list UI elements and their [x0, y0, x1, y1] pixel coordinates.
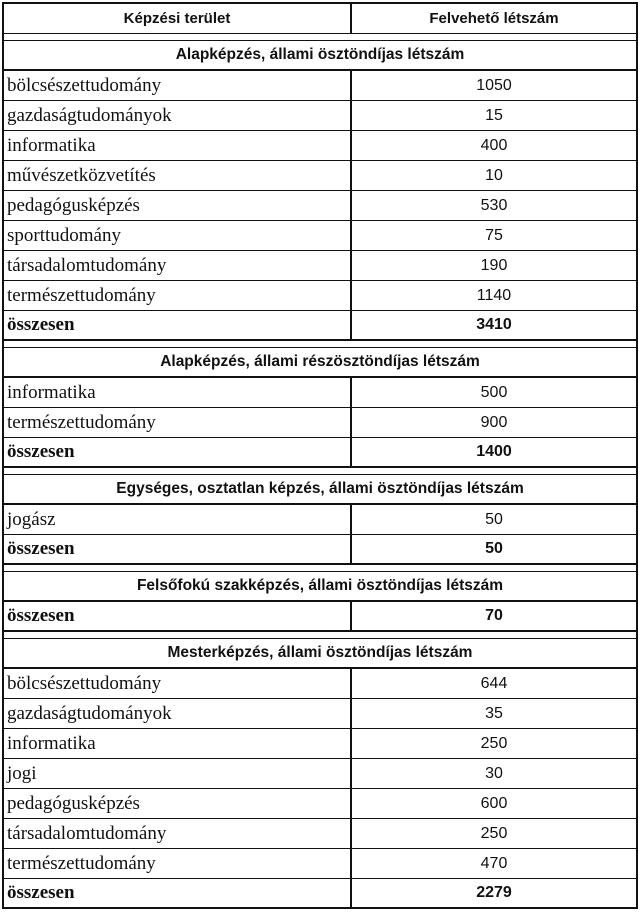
total-row	[2, 438, 638, 468]
admissible-count-cell: 30	[485, 764, 503, 782]
training-area-cell: művészetközvetítés	[4, 161, 352, 190]
section-title: Mesterképzés, állami ösztöndíjas létszám	[2, 639, 638, 669]
table-row	[2, 251, 638, 281]
section-divider	[2, 341, 638, 348]
training-area-cell: természettudomány	[4, 408, 352, 437]
table-row	[2, 505, 638, 535]
total-row	[2, 311, 638, 341]
total-count: 50	[485, 540, 503, 557]
training-area-cell: jogi	[4, 759, 352, 788]
admissible-count-cell: 600	[480, 794, 508, 812]
table-header-row	[2, 2, 638, 34]
admissible-count-cell: 15	[485, 106, 503, 124]
total-count: 3410	[476, 316, 512, 333]
total-count: 1400	[476, 443, 512, 460]
admissible-count-cell: 1140	[476, 286, 512, 304]
header-training-area: Képzési terület	[4, 4, 352, 33]
admissible-count-cell: 900	[480, 413, 508, 431]
admissible-count-cell: 644	[480, 674, 508, 692]
table-row	[2, 71, 638, 101]
section-title: Egységes, osztatlan képzés, állami ösztöndíjas létszám	[2, 475, 638, 505]
section-divider	[2, 468, 638, 475]
total-label: összesen	[4, 879, 352, 907]
total-count: 2279	[476, 884, 512, 901]
training-area-cell: gazdaságtudományok	[4, 101, 352, 130]
total-count: 70	[485, 607, 503, 624]
total-row	[2, 535, 638, 565]
table-row	[2, 849, 638, 879]
section-title: Felsőfokú szakképzés, állami ösztöndíjas létszám	[2, 572, 638, 602]
total-row	[2, 602, 638, 632]
training-area-cell: bölcsészettudomány	[4, 71, 352, 100]
total-label: összesen	[4, 602, 352, 630]
total-row	[2, 879, 638, 909]
table-row	[2, 161, 638, 191]
table-row	[2, 729, 638, 759]
training-area-cell: természettudomány	[4, 281, 352, 310]
admissible-count-cell: 75	[485, 226, 503, 244]
training-area-cell: informatika	[4, 378, 352, 407]
table-row	[2, 669, 638, 699]
table-row	[2, 221, 638, 251]
admissible-count-cell: 1050	[476, 76, 512, 94]
table-row	[2, 281, 638, 311]
training-area-cell: társadalomtudomány	[4, 819, 352, 848]
admissible-count-cell: 250	[480, 734, 508, 752]
admissible-count-cell: 10	[485, 166, 503, 184]
table-row	[2, 131, 638, 161]
training-area-cell: természettudomány	[4, 849, 352, 878]
table-row	[2, 759, 638, 789]
training-area-cell: pedagógusképzés	[4, 191, 352, 220]
admission-quota-table	[2, 2, 638, 920]
training-area-cell: informatika	[4, 729, 352, 758]
training-area-cell: informatika	[4, 131, 352, 160]
table-row	[2, 191, 638, 221]
admissible-count-cell: 400	[480, 136, 508, 154]
training-area-cell: bölcsészettudomány	[4, 669, 352, 698]
training-area-cell: sporttudomány	[4, 221, 352, 250]
section-title: Alapképzés, állami ösztöndíjas létszám	[2, 41, 638, 71]
training-area-cell: pedagógusképzés	[4, 789, 352, 818]
section-divider	[2, 34, 638, 41]
header-admissible-count: Felvehető létszám	[429, 10, 559, 27]
admissible-count-cell: 250	[480, 824, 508, 842]
table-row	[2, 819, 638, 849]
table-row	[2, 378, 638, 408]
table-row	[2, 408, 638, 438]
total-label: összesen	[4, 438, 352, 466]
admissible-count-cell: 50	[485, 510, 503, 528]
training-area-cell: jogász	[4, 505, 352, 534]
training-area-cell: társadalomtudomány	[4, 251, 352, 280]
admissible-count-cell: 530	[480, 196, 508, 214]
total-label: összesen	[4, 535, 352, 563]
section-divider	[2, 632, 638, 639]
admissible-count-cell: 500	[480, 383, 508, 401]
admissible-count-cell: 190	[480, 256, 508, 274]
training-area-cell: gazdaságtudományok	[4, 699, 352, 728]
table-row	[2, 699, 638, 729]
table-row	[2, 101, 638, 131]
total-label: összesen	[4, 311, 352, 339]
table-row	[2, 789, 638, 819]
admissible-count-cell: 470	[480, 854, 508, 872]
admissible-count-cell: 35	[485, 704, 503, 722]
section-title: Alapképzés, állami részösztöndíjas létszám	[2, 348, 638, 378]
table-sections	[2, 34, 638, 909]
section-divider	[2, 565, 638, 572]
